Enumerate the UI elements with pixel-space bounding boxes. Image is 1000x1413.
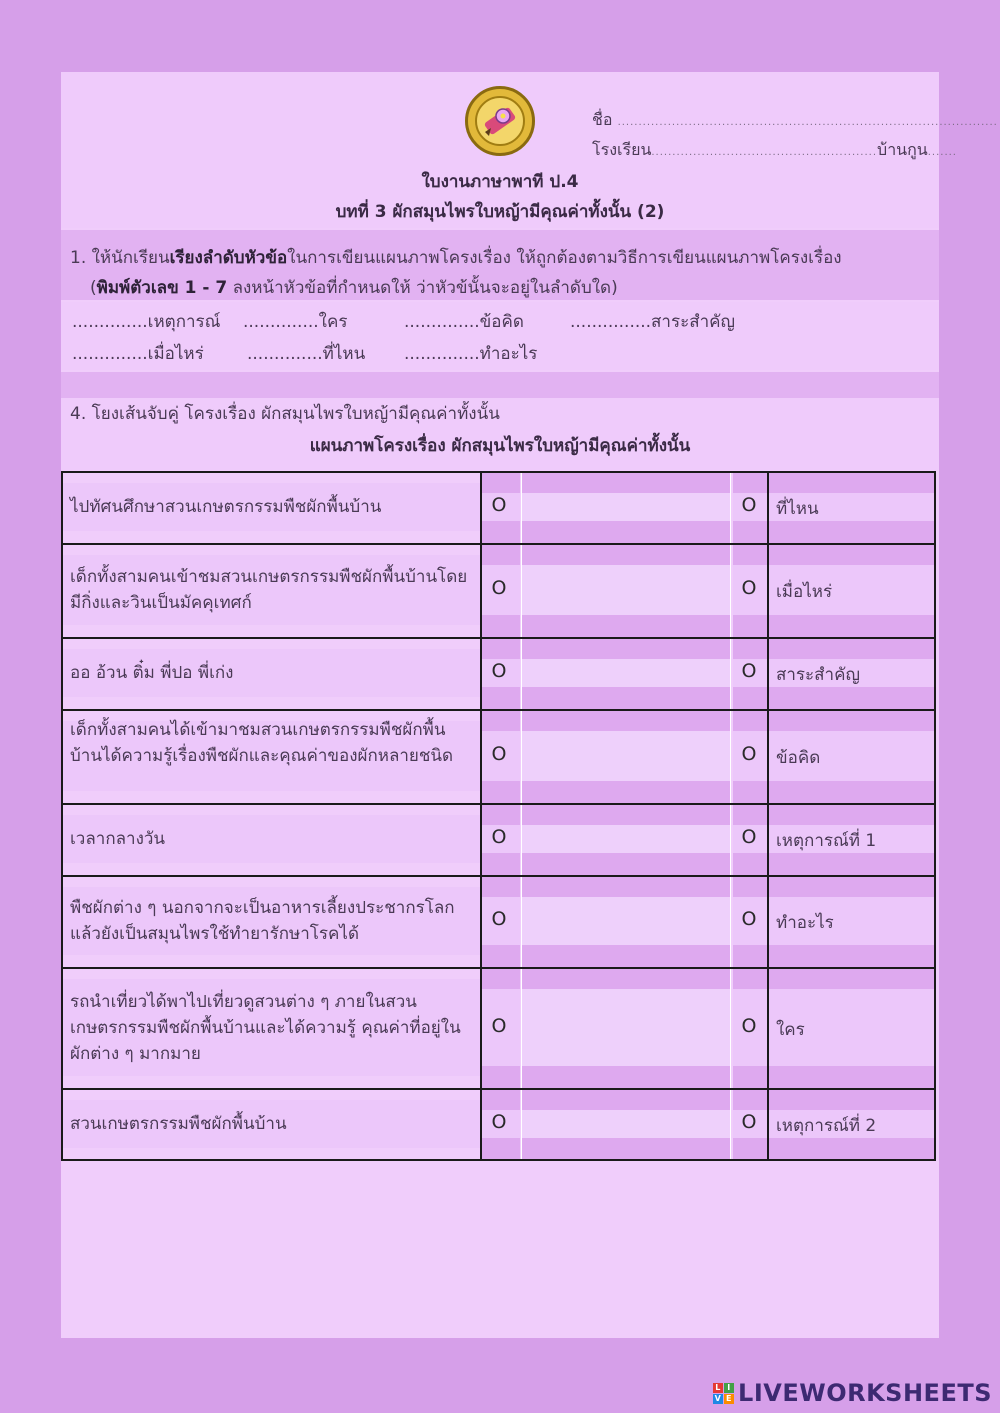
- right-match-dot[interactable]: O: [741, 660, 757, 682]
- match-line-inner: [521, 1110, 731, 1138]
- q1-item-when[interactable]: ..............เมื่อไหร่: [72, 344, 204, 364]
- story-detail-text: พืชผักต่าง ๆ นอกจากจะเป็นอาหารเลี้ยงประชากรโลกแล้วยังเป็นสมุนไพรใช้ทำยารักษาโรคได้: [70, 898, 455, 944]
- q1-type-numbers: พิมพ์ตัวเลข 1 - 7: [96, 278, 228, 298]
- name-dots: ...........................................................................................: [617, 117, 998, 128]
- story-element-label: สาระสำคัญ: [776, 665, 860, 685]
- right-match-dot[interactable]: O: [741, 743, 757, 765]
- story-element-label: ที่ไหน: [776, 499, 819, 519]
- badge-letter-l: L: [713, 1383, 723, 1393]
- school-field[interactable]: [592, 138, 957, 163]
- pencil-flower-logo-icon: [465, 86, 535, 156]
- liveworksheets-logo[interactable]: [713, 1379, 992, 1407]
- story-element-label: ทำอะไร: [776, 913, 834, 933]
- table-row-border: [61, 709, 936, 711]
- story-detail-text: ออ อ้วน ติ๋ม พี่ปอ พี่เก่ง: [70, 663, 234, 683]
- story-element-label: ข้อคิด: [776, 748, 821, 768]
- table-row-border: [61, 875, 936, 877]
- story-detail-text: ไปทัศนศึกษาสวนเกษตรกรรมพืชผักพื้นบ้าน: [70, 497, 382, 517]
- match-line-inner: [521, 731, 731, 781]
- right-match-dot[interactable]: O: [741, 826, 757, 848]
- q1-text-bold: เรียงลำดับหัวข้อ: [169, 248, 288, 268]
- story-detail-text: รถนำเที่ยวได้พาไปเที่ยวดูสวนต่าง ๆ ภายในสวนเกษตรกรรมพืชผักพื้นบ้านและได้ความรู้ คุณค่าที่อยู่ในผักต่าง ๆ มากมาย: [70, 991, 461, 1064]
- q1-item-event[interactable]: ..............เหตุการณ์: [72, 312, 221, 332]
- story-detail-text: เด็กทั้งสามคนได้เข้ามาชมสวนเกษตรกรรมพืชผักพื้นบ้านได้ความรู้เรื่องพืชผักและคุณค่าของผักหลายชนิด: [70, 720, 454, 766]
- story-detail-text: เวลากลางวัน: [70, 829, 166, 849]
- left-match-dot[interactable]: O: [491, 908, 507, 930]
- right-match-dot[interactable]: O: [741, 494, 757, 516]
- left-match-dot[interactable]: O: [491, 1014, 507, 1037]
- q4-instruction: 4. โยงเส้นจับคู่ โครงเรื่อง ผักสมุนไพรใบหญ้ามีคุณค่าทั้งนั้น: [70, 404, 500, 424]
- q1-item-who[interactable]: ..............ใคร: [243, 312, 348, 332]
- table-row-border: [61, 637, 936, 639]
- story-element-label: เหตุการณ์ที่ 1: [776, 831, 877, 851]
- left-match-dot[interactable]: O: [491, 660, 507, 682]
- match-line-inner: [521, 989, 731, 1066]
- brand-name: LIVEWORKSHEETS: [738, 1379, 992, 1407]
- q1-text-rest: ลงหน้าหัวข้อที่กำหนดให้ ว่าหัวข้นั้นจะอยู่ในลำดับใด): [227, 278, 618, 298]
- badge-letter-e: E: [724, 1394, 734, 1404]
- left-match-dot[interactable]: O: [491, 494, 507, 516]
- match-line-inner: [521, 897, 731, 945]
- badge-letter-i: I: [724, 1383, 734, 1393]
- school-label: โรงเรียน: [592, 140, 652, 159]
- match-line-inner: [521, 825, 731, 853]
- school-dots: ......................................................: [651, 147, 878, 158]
- q1-item-what[interactable]: ..............ทำอะไร: [404, 344, 538, 364]
- name-field[interactable]: [592, 108, 998, 133]
- left-match-dot[interactable]: O: [491, 743, 507, 765]
- school-suffix: บ้านกูน: [877, 140, 928, 159]
- spacer-band: [61, 372, 939, 398]
- match-line-inner: [521, 659, 731, 687]
- match-line-inner: [521, 565, 731, 615]
- story-element-label: ใคร: [776, 1019, 805, 1040]
- worksheet-subtitle: บทที่ 3 ผักสมุนไพรใบหญ้ามีคุณค่าทั้งนั้น (2): [335, 202, 665, 222]
- match-line-inner: [521, 493, 731, 521]
- table-row-border: [61, 803, 936, 805]
- table-row-border: [61, 471, 936, 473]
- name-label: ชื่อ: [592, 110, 613, 129]
- story-element-label: เหตุการณ์ที่ 2: [776, 1116, 877, 1136]
- table-column-border: [61, 471, 63, 1161]
- q1-text-a: 1. ให้นักเรียน: [70, 248, 170, 268]
- school-end-dots: .......: [927, 147, 957, 158]
- q1-item-essence[interactable]: ...............สาระสำคัญ: [570, 312, 736, 332]
- left-match-dot[interactable]: O: [491, 1111, 507, 1133]
- live-badge-icon: [713, 1383, 734, 1404]
- story-detail-text: สวนเกษตรกรรมพืชผักพื้นบ้าน: [70, 1114, 287, 1134]
- right-match-dot[interactable]: O: [741, 1014, 757, 1037]
- q1-paren: (: [90, 278, 97, 298]
- table-column-border: [480, 471, 482, 1161]
- story-element-label: เมื่อไหร่: [776, 582, 833, 602]
- left-match-dot[interactable]: O: [491, 826, 507, 848]
- badge-letter-v: V: [714, 1393, 722, 1403]
- right-match-dot[interactable]: O: [741, 1111, 757, 1133]
- table-column-border: [767, 471, 769, 1161]
- table-row-border: [61, 967, 936, 969]
- q1-instruction-line1: [70, 244, 842, 271]
- q1-item-lesson[interactable]: ..............ข้อคิด: [404, 312, 524, 332]
- table-row-border: [61, 543, 936, 545]
- q1-instruction-line2: [90, 274, 618, 301]
- table-column-border: [934, 471, 936, 1161]
- table-bottom-border: [61, 1159, 936, 1161]
- q1-item-where[interactable]: ..............ที่ไหน: [247, 344, 366, 364]
- left-match-dot[interactable]: O: [491, 577, 507, 599]
- worksheet-title: ใบงานภาษาพาที ป.4: [421, 172, 579, 192]
- story-detail-text: เด็กทั้งสามคนเข้าชมสวนเกษตรกรรมพืชผักพื้นบ้านโดยมีกิ่งและวินเป็นมัคคุเทศก์: [70, 567, 468, 613]
- right-match-dot[interactable]: O: [741, 908, 757, 930]
- q4-title: แผนภาพโครงเรื่อง ผักสมุนไพรใบหญ้ามีคุณค่าทั้งนั้น: [309, 436, 691, 456]
- q1-text-b: ในการเขียนแผนภาพโครงเรื่อง ให้ถูกต้องตามวิธีการเขียนแผนภาพโครงเรื่อง: [287, 248, 842, 268]
- table-row-border: [61, 1088, 936, 1090]
- right-match-dot[interactable]: O: [741, 577, 757, 599]
